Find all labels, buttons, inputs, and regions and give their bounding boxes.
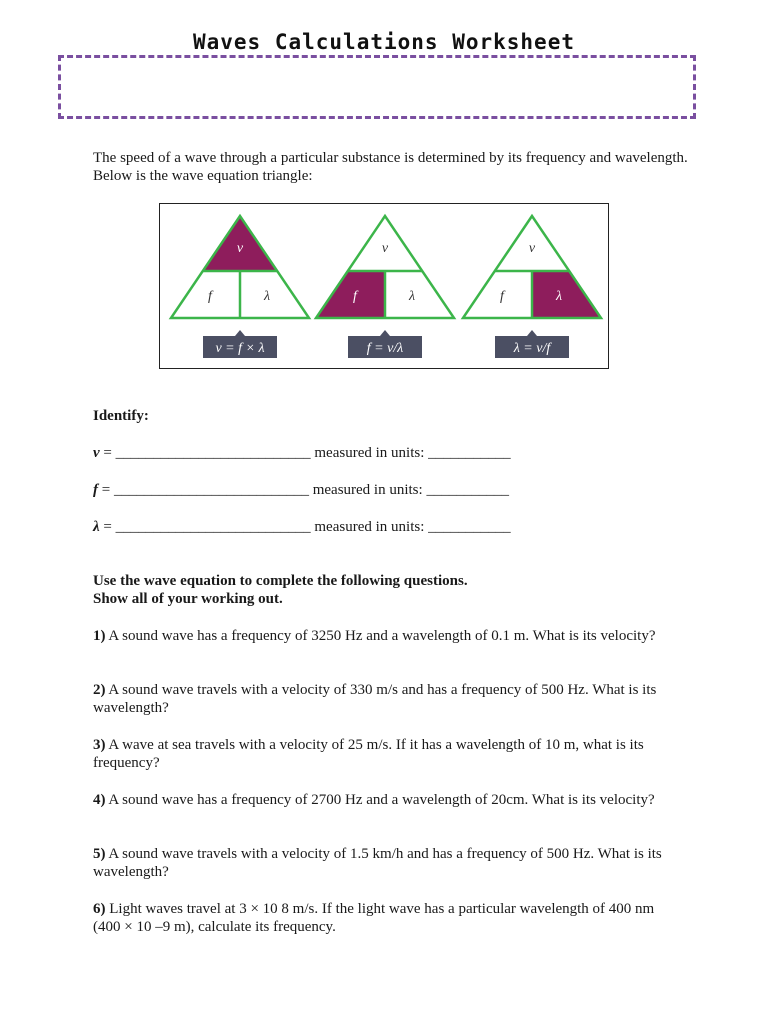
formula-pointer (235, 330, 245, 336)
formula-label: f = v/λ (366, 341, 404, 356)
question-number: 6) (93, 901, 106, 917)
formula-label: v = f × λ (215, 341, 265, 356)
triangle-left-region (171, 271, 240, 318)
triangle-right-region (532, 271, 601, 318)
identify-row-text: = __________________________ measured in units: ___________ (99, 445, 511, 461)
identify-heading: Identify: (93, 408, 149, 424)
triangle-diagrams (160, 204, 610, 370)
intro-paragraph: The speed of a wave through a particular substance is determined by its frequency and wavelength. Below is the wave equation triangle: (93, 150, 688, 184)
question-number: 1) (93, 628, 106, 644)
triangle-left-region (463, 271, 532, 318)
question-number: 4) (93, 792, 106, 808)
triangle-label-f: f (208, 289, 212, 304)
question-2 (93, 681, 673, 717)
instruction-line: Show all of your working out. (93, 591, 283, 607)
question-5 (93, 845, 673, 881)
instruction-line: Use the wave equation to complete the following questions. (93, 573, 468, 589)
question-text: A sound wave has a frequency of 3250 Hz and a wavelength of 0.1 m. What is its velocity? (105, 628, 656, 644)
identify-row-text: = __________________________ measured in units: ___________ (98, 482, 509, 498)
question-number: 5) (93, 846, 106, 862)
triangle-label-lambda: λ (555, 289, 563, 304)
question-3 (93, 736, 673, 772)
question-4 (93, 791, 673, 809)
triangle-label-v: v (528, 241, 536, 256)
question-number: 3) (93, 737, 106, 753)
wave-equation-figure (159, 203, 609, 369)
question-text: Light waves travel at 3 × 10 8 m/s. If the light wave has a particular wavelength of 400 nm (400 × 10 –9 m), calculate its frequency. (93, 901, 655, 935)
question-6 (93, 900, 673, 936)
question-text: A sound wave travels with a velocity of 1.5 km/h and has a frequency of 500 Hz. What is its wavelength? (93, 846, 662, 880)
symbol-lambda: λ (93, 519, 100, 535)
triangle-left-region (316, 271, 385, 318)
question-text: A sound wave travels with a velocity of 330 m/s and has a frequency of 500 Hz. What is its wavelength? (93, 682, 657, 716)
triangle-label-v: v (381, 241, 389, 256)
symbol-f: f (93, 482, 98, 498)
question-number: 2) (93, 682, 106, 698)
symbol-v: v (93, 445, 100, 461)
triangle-right-region (240, 271, 309, 318)
question-text: A sound wave has a frequency of 2700 Hz and a wavelength of 20cm. What is its velocity? (105, 792, 655, 808)
title-frame (58, 55, 696, 119)
triangle-right-region (385, 271, 454, 318)
triangle-label-v: v (236, 241, 244, 256)
identify-row-lambda (93, 518, 511, 536)
identify-row-f (93, 481, 509, 499)
question-1 (93, 627, 673, 645)
instructions (93, 572, 468, 608)
identify-row-text: = __________________________ measured in units: ___________ (99, 519, 511, 535)
formula-label: λ = v/f (513, 341, 551, 356)
question-text: A wave at sea travels with a velocity of 25 m/s. If it has a wavelength of 10 m, what is its frequency? (93, 737, 644, 771)
triangle-label-f: f (500, 289, 504, 304)
triangle-label-f: f (353, 289, 357, 304)
formula-pointer (380, 330, 390, 336)
triangle-label-lambda: λ (408, 289, 416, 304)
formula-pointer (527, 330, 537, 336)
page-title: Waves Calculations Worksheet (192, 30, 575, 54)
identify-row-v (93, 444, 511, 462)
triangle-label-lambda: λ (263, 289, 271, 304)
